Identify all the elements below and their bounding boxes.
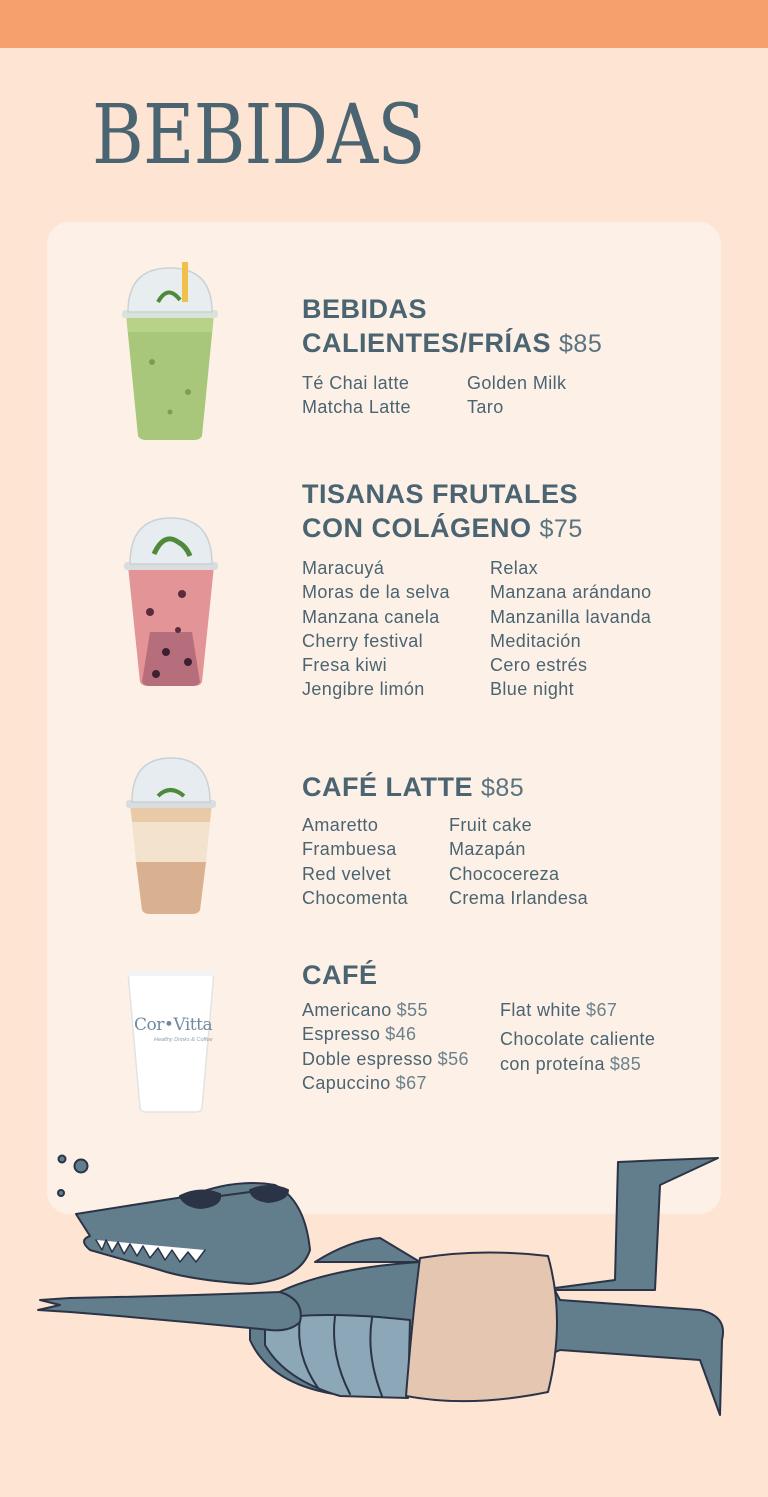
menu-item: Fresa kiwi <box>302 655 388 676</box>
menu-item: Manzanilla lavanda <box>490 606 652 627</box>
menu-item: Mazapán <box>449 839 526 860</box>
section-title: TISANAS FRUTALES CON COLÁGENO $75 <box>302 479 583 543</box>
menu-item: Americano $55 <box>302 1000 428 1020</box>
section-title: CAFÉ <box>302 960 378 990</box>
section-cafe <box>302 958 655 1095</box>
section-tisanas-frutales <box>302 477 652 702</box>
menu-item: Maracuyá <box>302 558 385 578</box>
menu-item: Té Chai latte <box>302 373 410 393</box>
menu-item: Red velvet <box>302 863 392 884</box>
menu-item: con proteína $85 <box>500 1053 642 1074</box>
menu-item: Amaretto <box>302 815 379 835</box>
section-cafe-latte <box>302 770 588 910</box>
menu-item: Matcha Latte <box>302 397 411 418</box>
menu-item: Espresso $46 <box>302 1024 417 1045</box>
section-price: $85 <box>480 774 525 802</box>
item-column-left <box>302 556 490 702</box>
menu-item: Cherry festival <box>302 630 424 651</box>
menu-item: Meditación <box>490 630 582 651</box>
menu-item: Flat white $67 <box>500 1000 618 1020</box>
menu-item: Moras de la selva <box>302 582 450 603</box>
item-column-left <box>302 813 449 910</box>
section-title: CAFÉ LATTE $85 <box>302 772 525 802</box>
menu-item: Chocomenta <box>302 887 409 908</box>
menu-item: Chococereza <box>449 863 560 884</box>
item-column-right <box>500 998 655 1095</box>
section-title: BEBIDAS CALIENTES/FRÍAS $85 <box>302 294 603 358</box>
cup-brand-tagline: Healthy Drinks & Coffee <box>154 1037 213 1043</box>
menu-item: Capuccino $67 <box>302 1072 427 1093</box>
item-column-right <box>467 371 566 420</box>
bubbles-icon <box>58 1156 88 1197</box>
pink-tisana-drink-image <box>120 512 222 690</box>
menu-item: Manzana canela <box>302 606 440 627</box>
menu-item: Cero estrés <box>490 655 588 676</box>
menu-item: Chocolate caliente <box>500 1029 656 1050</box>
item-column-left <box>302 998 500 1095</box>
menu-item: Blue night <box>490 679 575 700</box>
matcha-drink-image <box>118 262 222 444</box>
item-column-right <box>490 556 652 702</box>
menu-item: Doble espresso $56 <box>302 1048 469 1069</box>
coffee-cup-image <box>126 968 216 1114</box>
item-column-right <box>449 813 588 910</box>
top-band <box>0 0 768 48</box>
crocodile-illustration <box>0 1140 768 1440</box>
menu-item: Relax <box>490 558 539 578</box>
menu-item: Frambuesa <box>302 839 397 860</box>
menu-item: Golden Milk <box>467 373 567 393</box>
menu-item: Crema Irlandesa <box>449 887 589 908</box>
menu-item: Manzana arándano <box>490 582 652 603</box>
menu-item: Taro <box>467 397 504 418</box>
cup-brand-logo: Cor•Vitta <box>134 1015 213 1035</box>
section-price: $85 <box>559 330 603 358</box>
page-title: BEBIDAS <box>92 88 425 183</box>
item-column-left <box>302 371 467 420</box>
section-price: $75 <box>539 515 583 543</box>
menu-item: Fruit cake <box>449 815 533 835</box>
latte-drink-image <box>122 752 220 918</box>
menu-item: Jengibre limón <box>302 679 425 700</box>
section-bebidas-calientes <box>302 292 602 420</box>
